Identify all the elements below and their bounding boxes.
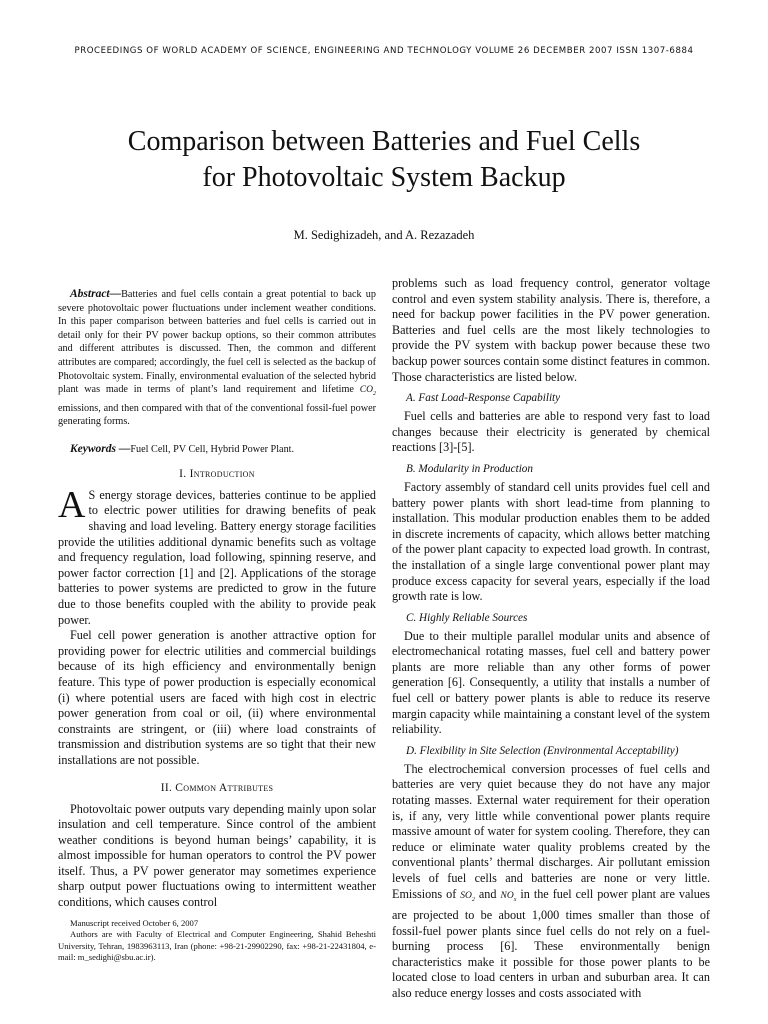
abstract-text-2: emissions, and then compared with that of the conventional fossil-fuel power generating forms. <box>58 402 376 428</box>
right-column <box>392 276 710 1002</box>
subsection-d-text-2: in the fuel cell power plant are values are projected to be about 1,000 times smaller than those of fossil-fuel power plants since fuel cells do not rely on a fuel-burning process [6]. These environmentally benign characteristics make it possible for those power plants to be located close to load centers in urban and suburban area. It can also reduce energy losses and costs associated with <box>392 886 711 1001</box>
drop-cap: A <box>58 483 86 526</box>
running-header: PROCEEDINGS OF WORLD ACADEMY OF SCIENCE, ENGINEERING AND TECHNOLOGY VOLUME 26 DECEMBER 2007 ISSN 1307-6884 <box>74 46 694 56</box>
section-heading-introduction: I. Introduction <box>179 467 255 480</box>
subsection-a-text: Fuel cells and batteries are able to respond very fast to load changes because their electricity is generated by chemical reactions [3]-[5]. <box>392 409 710 455</box>
abstract-text-1: Batteries and fuel cells contain a great potential to back up severe photovoltaic power fluctuations under inclement weather conditions. In this paper comparison between batteries and fuel cells is carried out in detail only for their PV power backup options, so their common attributes and different attributes is discussed. Then, the common and different attributes are compared; accordingly, the fuel cell is selected as the backup of Photovoltaic system. Finally, environmental evaluation of the selected hybrid plant was made in terms of plant’s land requirement and lifetime <box>58 289 376 396</box>
section-heading-common-attributes: II. Common Attributes <box>160 781 274 794</box>
intro-paragraph-1-text: S energy storage devices, batteries continue to be applied to electric power utilities for drawing benefits of peak shaving and load leveling. Battery energy storage facilities provide the utilities additional dynamic benefits such as voltage and frequency regulation, load following, spinning reserve, and power factor correction [1] and [2]. Applications of the storage batteries to power systems are predicted to grow in the future due to those benefits coupled with the ability to provide peak power. <box>58 487 376 627</box>
nox-subscript: x <box>513 896 517 903</box>
title-line-1: Comparison between Batteries and Fuel Cells <box>127 126 641 157</box>
keywords-label: Keywords <box>70 442 116 455</box>
title-line-2: for Photovoltaic System Backup <box>202 162 566 193</box>
abstract <box>58 288 376 429</box>
subsection-heading-d: D. Flexibility in Site Selection (Environmental Acceptability) <box>406 744 679 757</box>
abstract-dash: — <box>109 288 122 300</box>
nox-formula <box>500 891 516 901</box>
common-paragraph-continued: problems such as load frequency control, generator voltage control and even system stability analysis. There is, therefore, a need for backup power facilities in the PV power generation. Batteries and fuel cells are the most likely technologies to provide the PV system with backup power because these two backup power sources contain some distinct features in common. Those characteristics are listed below. <box>392 276 710 384</box>
footnote <box>58 918 376 964</box>
so2-subscript: 2 <box>471 896 475 903</box>
author-list: M. Sedighizadeh, and A. Rezazadeh <box>293 228 475 242</box>
keywords <box>58 443 376 455</box>
co2-formula <box>359 385 376 398</box>
left-column <box>58 276 376 911</box>
co2-subscript: 2 <box>373 391 376 398</box>
common-paragraph-1: Photovoltaic power outputs vary depending mainly upon solar insulation and cell temperature. Since control of the ambient weather conditions is beyond human beings’ capability, it is almost impossible for human operators to control the PV power itself. Thus, a PV power generator may sometimes experience sharp output power fluctuations owing to intermittent weather conditions, which causes control <box>58 801 376 910</box>
keywords-text: Fuel Cell, PV Cell, Hybrid Power Plant. <box>130 443 295 455</box>
so2-formula <box>460 891 475 901</box>
subsection-b-text: Factory assembly of standard cell units provides fuel cell and battery power plants with short lead-time from planning to installation. This modular production enables them to be added in discrete increments of capacity, which allows better matching of the power plant capacity to expected load growth. In contrast, the installation of a single large conventional power plant may produce excess capacity for several years, especially if the load growth rate is low. <box>392 479 710 604</box>
paper-title <box>0 124 768 196</box>
subsection-heading-c: C. Highly Reliable Sources <box>406 611 528 624</box>
co2-symbol: CO <box>359 385 373 396</box>
subsection-c-text: Due to their multiple parallel modular units and absence of electromechanical rotating masses, fuel cell and battery power plants are more reliable than any other forms of power generation [6]. Consequently, a utility that installs a number of fuel cell or battery power plants is able to reduce its reserve margin capacity while maintaining a constant level of the system reliability. <box>392 628 710 737</box>
footnote-affiliation: Authors are with Faculty of Electrical and Computer Engineering, Shahid Beheshti University, Tehran, 1983963113, Iran (phone: +98-21-29902290, fax: +98-21-22431804, e-mail: m_sedighi@sbu.ac.ir). <box>58 929 376 963</box>
subsection-d-text-1: The electrochemical conversion processes of fuel cells and batteries are very quiet because they do not have any major rotating masses. External water requirement for their operation is, if any, very little while conventional power plants require massive amount of water for system cooling. Therefore, they can reduce or eliminate water quality problems created by the conventional plants’ thermal discharges. Air pollutant emission levels of fuel cells and batteries are none or very little. Emissions of <box>392 761 710 901</box>
nox-symbol: NO <box>500 890 514 901</box>
keywords-dash: — <box>116 442 131 455</box>
and-word: and <box>478 886 497 901</box>
subsection-d-text <box>392 762 710 1002</box>
abstract-label: Abstract <box>70 288 110 300</box>
footnote-received: Manuscript received October 6, 2007 <box>70 918 199 928</box>
subsection-heading-b: B. Modularity in Production <box>406 462 533 475</box>
so2-symbol: SO <box>460 890 472 901</box>
intro-paragraph-2: Fuel cell power generation is another attractive option for providing power for electric utilities and commercial buildings because of its high efficiency and environmentally benign feature. This type of power production is especially economical (i) where potential users are faced with high cost in electric power generation from coal or oil, (ii) where environmental constraints are stringent, or (iii) where load constraints of transmission and distribution systems are so tight that their new installations are not possible. <box>58 628 376 767</box>
intro-paragraph-1 <box>58 483 376 628</box>
subsection-heading-a: A. Fast Load-Response Capability <box>406 392 561 405</box>
